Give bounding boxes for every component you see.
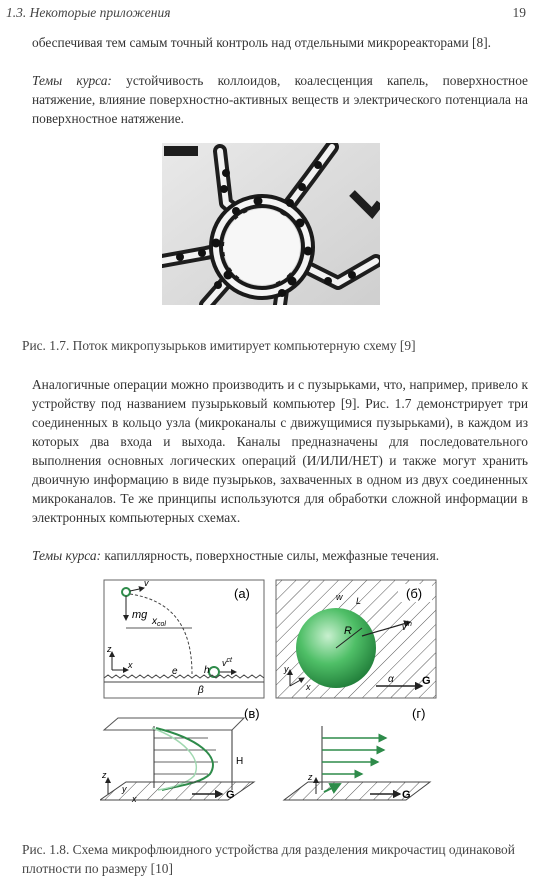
paragraph-continuation: обеспечивая тем самым точный контроль над отдельными микрореакторами [8]. (32, 35, 492, 50)
label-G-v: G (226, 789, 235, 801)
axis-y-v: y (122, 784, 127, 794)
axis-x-v: x (132, 794, 137, 804)
figure-1-7-image (162, 143, 380, 305)
label-vin: $v^{in}$ (402, 621, 412, 632)
bubble-circuit-photo (162, 143, 380, 305)
axis-z-v: z (102, 770, 107, 780)
label-alpha: α (388, 674, 394, 685)
axis-z: z (107, 644, 112, 654)
label-xcol: $x_{col}$ (152, 616, 166, 628)
panel-b-tag: (б) (406, 586, 423, 601)
figure-1-7-caption: Рис. 1.7. Поток микропузырьков имитирует компьютерную схему [9] (22, 338, 416, 353)
label-vct: $v^{ct}$ (222, 657, 232, 668)
panel-a-tag: (а) (234, 586, 250, 601)
topics-text: капиллярность, поверхностные силы, межфазные течения. (101, 548, 440, 563)
panel-a (104, 578, 264, 698)
label-e: e (172, 666, 178, 677)
topics-label: Темы курса: (32, 548, 102, 563)
page-number: 19 (512, 5, 526, 20)
axis-x-b: x (306, 682, 311, 692)
panel-v-tag: (в) (244, 706, 260, 721)
label-G-b: G (422, 675, 431, 687)
running-header (6, 5, 526, 25)
course-topics-1 (32, 71, 528, 128)
label-G-g: G (402, 789, 411, 801)
section-title: 1.3. Некоторые приложения (6, 5, 171, 20)
axis-x: x (128, 660, 133, 670)
microfluidic-device-diagram (100, 578, 440, 818)
figure-1-8-caption: Рис. 1.8. Схема микрофлюидного устройства для разделения микрочастиц одинаковой плотности по размеру [10] (22, 842, 515, 876)
label-R: R (344, 625, 352, 637)
label-beta: β (198, 685, 204, 696)
paragraph-bubble-computer: Аналогичные операции можно производить и с пузырьками, что, например, привело к устройству под названием пузырьковый компьютер [9]. Рис. 1.7 демонстрирует три соединенных в кольцо узла (микроканалы с движущимися пузырьками), в каждом из которых два входа и выхода. Каналы предназначены для последовательного выполнения основных логических операций (И/ИЛИ/НЕТ) и также могут хранить двоичную информацию в виде пузырьков, захваченных в одном из двух соединенных микроканалов. Те же принципы используются для обработки сложной информации в электронных компьютерных схемах. (32, 377, 528, 525)
axis-y: y (284, 664, 289, 674)
panel-b (276, 580, 436, 698)
label-h: h (204, 665, 210, 676)
panel-g-tag: (г) (412, 706, 426, 721)
panel-g (284, 706, 430, 801)
label-H: H (236, 756, 244, 767)
panel-v (100, 706, 260, 804)
axis-z-g: z (308, 772, 313, 782)
topics-text: устойчивость коллоидов, коалесценция капель, поверхностное натяжение, влияние поверхностно-активных веществ и электрического потенциала на поверхностное натяжение. (32, 73, 528, 126)
label-w: w (336, 592, 343, 602)
topics-label: Темы курса: (32, 73, 112, 88)
label-L: L (356, 596, 362, 606)
label-v: v (144, 578, 149, 588)
figure-1-8-diagram (100, 578, 440, 818)
label-mg: mg (132, 609, 148, 621)
course-topics-2 (32, 546, 528, 565)
